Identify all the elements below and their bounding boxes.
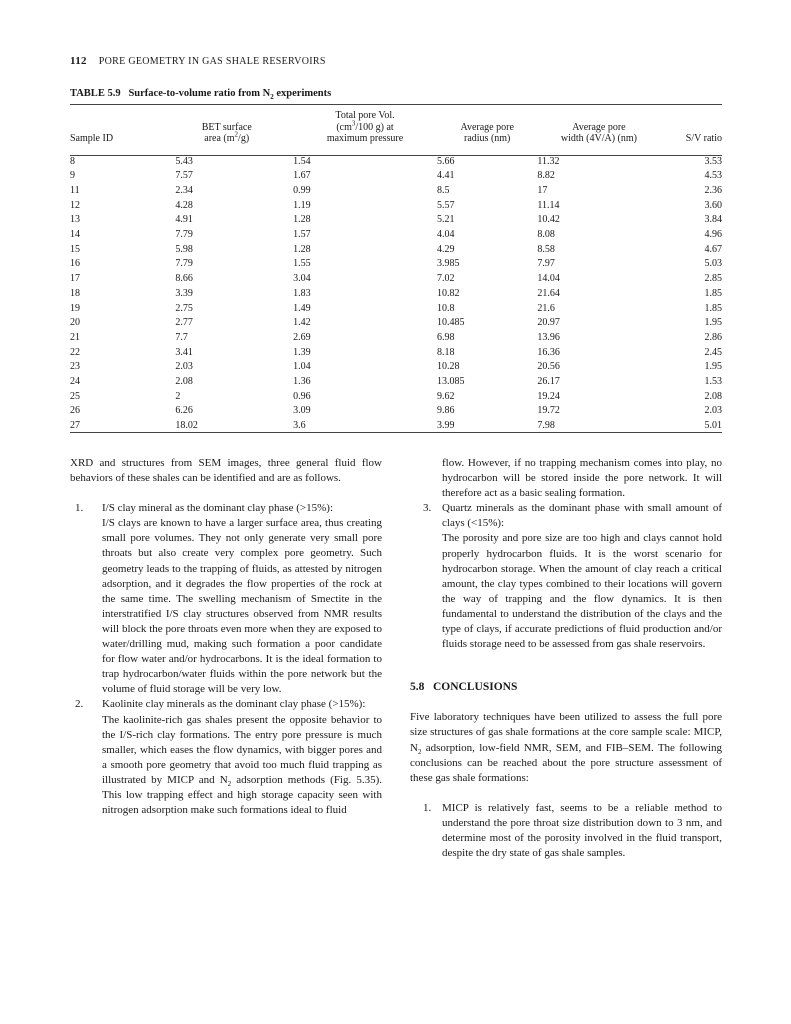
list-item-3-body: The porosity and pore size are too high and clays cannot hold properly hydrocarbon fluids. It is the worst scenario for hydrocarbon storage. When the amount of clay reach a critical amount, the clay types combined to their locations will govern the way of trapping and the flow dynamics. It is then fundamental to understand the distribution of the clays and the type of clays, if accurate predictions of fluid production and/or fluids storage need to be assessed from gas shale reservoirs. xyxy=(442,532,722,651)
col-header-bet: BET surface area $(m^2/g)$ xyxy=(201,121,252,144)
cell-pore-radius: 10.8 xyxy=(436,302,455,314)
table-row xyxy=(70,149,722,170)
cell-sv-ratio: 5.01 xyxy=(704,420,722,432)
cell-pore-volume: 0.96 xyxy=(293,390,311,402)
cell-pore-width: 21.6 xyxy=(537,302,555,314)
cell-pore-volume: 1.55 xyxy=(293,258,311,270)
cell-pore-width: 8.08 xyxy=(537,229,555,241)
cell-pore-volume: 1.39 xyxy=(293,346,311,358)
cell-sv-ratio: 1.53 xyxy=(704,376,722,388)
cell-pore-radius: 10.28 xyxy=(436,361,460,373)
cell-bet-area: 8.66 xyxy=(175,273,193,285)
list-item-1 xyxy=(70,501,382,697)
cell-pore-radius: 10.485 xyxy=(436,317,465,329)
page-number: 112 xyxy=(70,55,87,67)
cell-bet-area: 18.02 xyxy=(175,420,198,432)
cell-sv-ratio: 1.85 xyxy=(704,287,722,299)
data-table xyxy=(70,110,722,434)
cell-sample-id: 14 xyxy=(70,229,80,241)
table-row xyxy=(70,375,722,390)
cell-bet-area: 5.43 xyxy=(175,155,193,167)
cell-sample-id: 15 xyxy=(70,243,80,255)
cell-pore-volume: 2.69 xyxy=(293,331,311,343)
cell-pore-width: 21.64 xyxy=(537,287,560,299)
col-header-sample-id: Sample ID xyxy=(70,133,114,144)
cell-pore-radius: 5.66 xyxy=(436,155,455,167)
table-row xyxy=(70,272,722,287)
list-item-1-number: 1. xyxy=(75,502,84,515)
cell-pore-volume: 1.83 xyxy=(293,287,311,299)
list-item-3 xyxy=(410,501,722,652)
cell-pore-width: 11.14 xyxy=(537,199,560,211)
list-item-1-title: I/S clay mineral as the dominant clay phase (>15%): xyxy=(102,502,334,515)
cell-pore-radius: 13.085 xyxy=(436,376,465,388)
cell-bet-area: 2.03 xyxy=(175,361,193,373)
list-item-3-title: Quartz minerals as the dominant phase with small amount of clays (<15%): xyxy=(442,502,722,530)
cell-sample-id: 22 xyxy=(70,346,80,358)
cell-sv-ratio: 4.96 xyxy=(704,229,722,241)
table-title: Surface-to-volume ratio from $N_2$ experiments xyxy=(128,88,332,102)
cell-pore-volume: 1.42 xyxy=(293,317,311,329)
cell-pore-width: 8.58 xyxy=(537,243,555,255)
cell-pore-width: 10.42 xyxy=(537,214,560,226)
cell-pore-width: 20.97 xyxy=(537,317,560,329)
cell-bet-area: 2.08 xyxy=(175,376,193,388)
cell-pore-radius: 10.82 xyxy=(436,287,460,299)
cell-pore-volume: 1.28 xyxy=(293,214,311,226)
section-heading xyxy=(410,680,722,695)
list-item-2-body: The kaolinite-rich gas shales present the opposite behavior to the I/S-rich clay formations. The entry pore pressure is much smaller, which eases the flow dynamics, with bigger pores and a smooth pore geometry that avoid too much fluid trapping as illustrated by MICP and $N_2$ adsorption methods (Fig. 5.35). This low trapping effect and high storage capacity seen with nitrogen adsorption make such formations ideal to fluid xyxy=(102,713,382,817)
section-title: CONCLUSIONS xyxy=(433,681,518,694)
col-header-pore-width: Average pore width (4V/A) (nm) xyxy=(560,121,637,144)
table-row xyxy=(70,419,722,434)
cell-pore-width: 14.04 xyxy=(537,273,560,285)
cell-sv-ratio: 3.84 xyxy=(704,214,722,226)
col-header-pore-volume: Total pore Vol. ($cm^3/100$ g) at maximum pressure xyxy=(326,110,404,144)
table-caption xyxy=(70,88,332,102)
intro-paragraph: XRD and structures from SEM images, three general fluid flow behaviors of these shales can be identified and are as follows. xyxy=(70,457,382,485)
cell-sv-ratio: 1.85 xyxy=(704,302,722,314)
cell-sample-id: 27 xyxy=(70,420,80,432)
cell-pore-volume: 3.6 xyxy=(293,420,306,432)
table-row xyxy=(70,287,722,302)
cell-pore-radius: 8.5 xyxy=(436,184,450,196)
cell-pore-radius: 5.21 xyxy=(436,214,455,226)
cell-bet-area: 2.34 xyxy=(175,184,193,196)
cell-pore-volume: 1.19 xyxy=(293,199,311,211)
table-row xyxy=(70,346,722,361)
cell-bet-area: 7.7 xyxy=(175,331,188,343)
cell-pore-radius: 7.02 xyxy=(436,273,455,285)
cell-pore-volume: 1.67 xyxy=(293,170,311,182)
running-header xyxy=(70,55,326,67)
cell-pore-radius: 4.41 xyxy=(436,170,455,182)
table-row xyxy=(70,213,722,228)
table-row xyxy=(70,257,722,272)
cell-bet-area: 7.79 xyxy=(175,258,193,270)
cell-pore-volume: 1.36 xyxy=(293,376,311,388)
table-body xyxy=(70,149,722,434)
list-item-2 xyxy=(70,697,382,818)
cell-pore-radius: 4.04 xyxy=(436,229,455,241)
table-row xyxy=(70,404,722,419)
cell-sample-id: 18 xyxy=(70,287,80,299)
conclusions-paragraph: Five laboratory techniques have been utilized to assess the full pore size structures of gas shale formations at the core sample scale: MICP, $N_2$ adsorption, low-field NMR, SEM, and FIB–SEM. The following conclusions can be reached about the pore structure assessment of these gas shale formations: xyxy=(410,711,722,784)
cell-sv-ratio: 2.08 xyxy=(704,390,722,402)
cell-bet-area: 3.39 xyxy=(175,287,193,299)
cell-bet-area: 2.77 xyxy=(175,317,193,329)
table-row xyxy=(70,228,722,243)
cell-pore-volume: 1.04 xyxy=(293,361,311,373)
cell-bet-area: 6.26 xyxy=(175,405,193,417)
cell-bet-area: 3.41 xyxy=(175,346,193,358)
running-title: PORE GEOMETRY IN GAS SHALE RESERVOIRS xyxy=(98,56,326,67)
cell-pore-radius: 5.57 xyxy=(436,199,455,211)
col-header-sv-ratio: S/V ratio xyxy=(685,133,722,144)
cell-sample-id: 17 xyxy=(70,273,80,285)
cell-sv-ratio: 4.67 xyxy=(704,243,722,255)
cell-sample-id: 19 xyxy=(70,302,80,314)
cell-sv-ratio: 3.53 xyxy=(704,155,722,167)
list-item-2-title: Kaolinite clay minerals as the dominant clay phase (>15%): xyxy=(102,698,366,711)
cell-bet-area: 4.28 xyxy=(175,199,193,211)
cell-sample-id: 9 xyxy=(70,170,75,182)
cell-sample-id: 24 xyxy=(70,376,80,388)
table-label: TABLE 5.9 xyxy=(70,88,121,99)
cell-pore-width: 16.36 xyxy=(537,346,560,358)
continuation-text: flow. However, if no trapping mechanism comes into play, no hydrocarbon will be stored inside the pore network. It will therefore act as a basic sealing formation. xyxy=(442,457,722,500)
cell-pore-width: 7.98 xyxy=(537,420,555,432)
cell-pore-radius: 3.985 xyxy=(436,258,460,270)
cell-pore-width: 19.24 xyxy=(537,390,560,402)
cell-bet-area: 2 xyxy=(175,390,181,402)
cell-pore-width: 19.72 xyxy=(537,405,560,417)
cell-sample-id: 26 xyxy=(70,405,80,417)
table-row xyxy=(70,302,722,317)
cell-pore-volume: 1.28 xyxy=(293,243,311,255)
cell-pore-radius: 8.18 xyxy=(436,346,455,358)
list-item-1-body: I/S clays are known to have a larger surface area, thus creating small pore volumes. They not only generate very small pore throats but also create very complex pore geometry. Such geometry leads to the trapping of fluids, as attested by nitrogen adsorption, and it degrades the flow properties of the rock at the same time. The swelling mechanism of Smectite in the interstratified I/S clay structures observed from NMR results will block the pore throats even more when they are exposed to water/drilling mud, making such formation a poor candidate for flow water and/or hydrocarbons. It is the ideal formation to trap hydrocarbon/water fluids within the pore network but the volume of fluid storage will be very low. xyxy=(102,517,382,696)
right-text-column xyxy=(410,456,722,861)
cell-sample-id: 8 xyxy=(70,155,75,167)
cell-sv-ratio: 2.45 xyxy=(704,346,722,358)
cell-sample-id: 12 xyxy=(70,199,80,211)
cell-bet-area: 7.57 xyxy=(175,170,193,182)
table-row xyxy=(70,243,722,258)
cell-pore-width: 20.56 xyxy=(537,361,560,373)
cell-sv-ratio: 1.95 xyxy=(704,317,722,329)
cell-pore-width: 7.97 xyxy=(537,258,555,270)
table-row xyxy=(70,360,722,375)
cell-sample-id: 13 xyxy=(70,214,80,226)
cell-pore-radius: 6.98 xyxy=(436,331,455,343)
cell-sv-ratio: 3.60 xyxy=(704,199,722,211)
cell-sv-ratio: 2.85 xyxy=(704,273,722,285)
cell-pore-volume: 1.54 xyxy=(293,155,311,167)
cell-pore-width: 13.96 xyxy=(537,331,560,343)
cell-pore-volume: 1.57 xyxy=(293,229,311,241)
conclusion-item-1-text: MICP is relatively fast, seems to be a reliable method to understand the pore throat size distribution down to 3 nm, and determine most of the porosity involved in the fluid transport, despite the dry state of gas shale samples. xyxy=(442,801,722,860)
cell-pore-volume: 3.04 xyxy=(293,273,311,285)
table-row xyxy=(70,316,722,331)
cell-bet-area: 4.91 xyxy=(175,214,193,226)
cell-sample-id: 16 xyxy=(70,258,80,270)
cell-bet-area: 2.75 xyxy=(175,302,193,314)
cell-pore-width: 8.82 xyxy=(537,170,555,182)
cell-pore-radius: 3.99 xyxy=(436,420,455,432)
table-row xyxy=(70,184,722,199)
cell-sample-id: 11 xyxy=(70,184,80,196)
col-header-pore-radius: Average pore radius (nm) xyxy=(460,121,514,144)
cell-sv-ratio: 1.95 xyxy=(704,361,722,373)
cell-pore-radius: 9.62 xyxy=(436,390,455,402)
cell-pore-radius: 4.29 xyxy=(436,243,455,255)
cell-pore-width: 26.17 xyxy=(537,376,560,388)
table-top-rule xyxy=(70,104,722,105)
cell-sample-id: 23 xyxy=(70,361,80,373)
list-item-2-number: 2. xyxy=(75,698,84,711)
cell-pore-width: 17 xyxy=(537,184,548,196)
cell-sv-ratio: 2.03 xyxy=(704,405,722,417)
list-item-3-number: 3. xyxy=(423,502,432,515)
table-header-row xyxy=(70,110,722,149)
table-row xyxy=(70,199,722,214)
cell-sv-ratio: 2.36 xyxy=(704,184,722,196)
list-item-2-continuation xyxy=(410,456,722,501)
table-row xyxy=(70,331,722,346)
conclusion-item-1 xyxy=(410,801,722,861)
cell-sample-id: 25 xyxy=(70,390,80,402)
cell-pore-volume: 0.99 xyxy=(293,184,311,196)
cell-pore-width: 11.32 xyxy=(537,155,560,167)
section-number: 5.8 xyxy=(410,681,425,694)
left-text-column xyxy=(70,456,382,818)
table-row xyxy=(70,390,722,405)
cell-pore-volume: 3.09 xyxy=(293,405,311,417)
cell-sv-ratio: 5.03 xyxy=(704,258,722,270)
cell-sv-ratio: 2.86 xyxy=(704,331,722,343)
conclusion-item-1-number: 1. xyxy=(423,801,432,814)
cell-sample-id: 20 xyxy=(70,317,80,329)
cell-bet-area: 7.79 xyxy=(175,229,193,241)
cell-sv-ratio: 4.53 xyxy=(704,170,722,182)
cell-pore-radius: 9.86 xyxy=(436,405,455,417)
cell-sample-id: 21 xyxy=(70,331,80,343)
cell-bet-area: 5.98 xyxy=(175,243,193,255)
table-row xyxy=(70,169,722,184)
cell-pore-volume: 1.49 xyxy=(293,302,311,314)
